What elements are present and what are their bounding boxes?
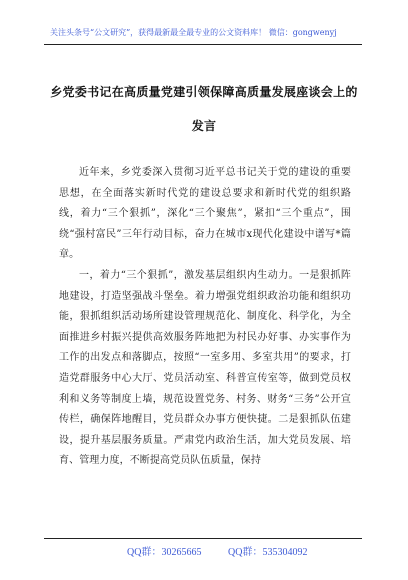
document-title-line-2: 发言	[191, 119, 217, 133]
body-paragraph: 近年来，乡党委深入贯彻习近平总书记关于党的建设的重要思想，在全面落实新时代党的建设总要求和新时代党的组织路线，着力“三个狠抓”，深化“三个聚焦”，紧扣“三个重点”，围绕“强村富民”三年行动目标，奋力在城市x现代化建设中谱写*篇章。	[59, 167, 351, 261]
header-banner	[0, 0, 408, 58]
footer-banner	[0, 538, 408, 566]
footer-qq-group-2: QQ群：535304092	[228, 547, 308, 558]
body-paragraph: 一，着力“三个狠抓”，激发基层组织内生动力。一是狠抓阵地建设，打造坚强战斗堡垒。着力增强党组织政治功能和组织功能，狠抓组织活动场所建设管理规范化、制度化、科学化，为全面推进乡村振兴提供高效服务阵地把为村民办好事、办实事作为工作的出发点和落脚点，按照“一室多用、多室共用”的要求，打造党群服务中心大厅、党员活动室、科普宣传室等，做到党员权利和义务等制度上墙，规范设置党务、村务、财务“三务”公开宣传栏，确保阵地醒目，党员群众办事方便快捷。二是狠抓队伍建设，提升基层服务质量。严肃党内政治生活，加大党员发展、培育、管理力度，不断提高党员队伍质量，保持	[59, 269, 351, 467]
document-title-line-1: 乡党委书记在高质量党建引领保障高质量发展座谈会上的	[50, 85, 358, 99]
header-divider	[44, 44, 362, 45]
footer-divider	[44, 538, 362, 539]
footer-qq-group-1: QQ群：30265665	[127, 547, 202, 558]
header-promo-text: 关注头条号“公文研究”，获得最新最全最专业的公文资料库！ 微信：gongwenyj	[50, 28, 337, 37]
document-body	[59, 163, 351, 472]
